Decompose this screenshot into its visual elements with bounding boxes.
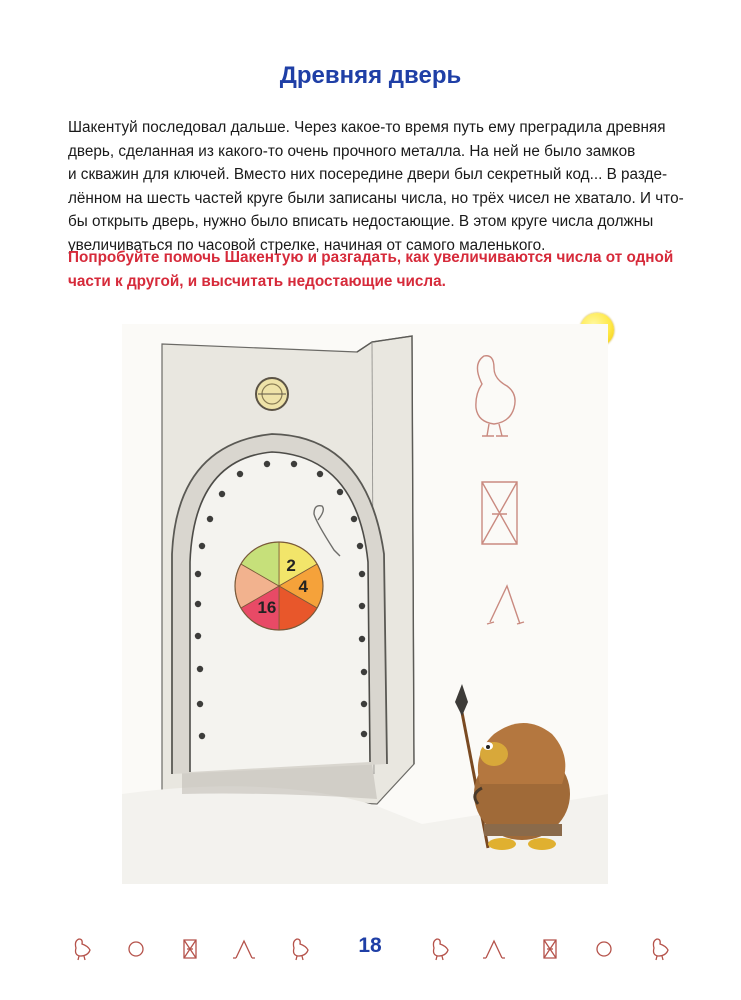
- hourglass-rune-icon: [544, 940, 556, 958]
- page-title: Древняя дверь: [279, 62, 462, 89]
- bird-icon: [433, 939, 448, 960]
- page-number: 18: [358, 934, 382, 957]
- door-illustration: [122, 324, 608, 884]
- paragraph-line: увеличиваться по часовой стрелке, начиная от самого маленького.: [68, 236, 546, 254]
- paragraph-line: Шакентуй последовал дальше. Через какое-то время путь ему преградила древняя: [68, 119, 666, 136]
- task-line: Попробуйте помочь Шакентую и разгадать, как увеличиваются числа от одной: [68, 249, 674, 266]
- circle-icon: [597, 942, 611, 956]
- paragraph-line: бы открыть дверь, нужно было вписать недостающие. В этом круге числа должны: [68, 213, 654, 230]
- paragraph-line: дверь, сделанная из какого-то очень прочного металла. На ней не было замков: [68, 142, 636, 160]
- paragraph-line: и скважин для ключей. Вместо них посередине двери был секретный код... В разде-: [68, 166, 668, 183]
- bird-icon: [75, 939, 90, 960]
- wheel-number: 16: [257, 597, 277, 617]
- wheel-number: 4: [298, 577, 308, 596]
- task-instruction: [68, 246, 674, 293]
- arrow-rune-icon: [233, 941, 255, 958]
- task-line: части к другой, и высчитать недостающие числа.: [68, 272, 446, 290]
- story-paragraph: [68, 116, 684, 257]
- circle-icon: [129, 942, 143, 956]
- hourglass-rune-icon: [184, 940, 196, 958]
- code-wheel: [235, 542, 323, 630]
- paragraph-line: лённом на шесть частей круге были записаны числа, но трёх чисел не хватало. И что-: [68, 189, 684, 207]
- bird-icon: [293, 939, 308, 960]
- wheel-number: 2: [286, 556, 296, 576]
- bird-icon: [653, 939, 668, 960]
- arrow-rune-icon: [483, 941, 505, 958]
